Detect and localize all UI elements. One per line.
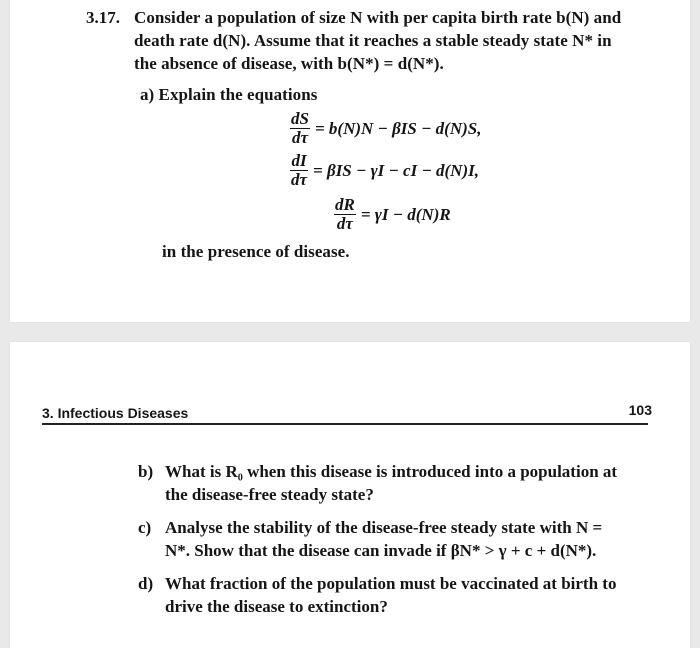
after-equations-text: in the presence of disease. bbox=[162, 242, 350, 261]
page-number: 103 bbox=[628, 402, 652, 418]
question-b-line-2: the disease-free steady state? bbox=[165, 485, 374, 504]
intro-line-1: Consider a population of size N with per capita birth rate b(N) and bbox=[134, 8, 622, 27]
intro-line-3: the absence of disease, with b(N*) = d(N*). bbox=[134, 54, 444, 73]
intro-line-2: death rate d(N). Assume that it reaches a stable steady state N* in bbox=[134, 31, 612, 50]
question-b-line-1: What is R₀ when this disease is introduced into a population at bbox=[165, 462, 618, 481]
question-c-line-1: Analyse the stability of the disease-free steady state with N = bbox=[165, 518, 603, 537]
fraction-di bbox=[290, 152, 308, 189]
question-d-line-2: drive the disease to extinction? bbox=[165, 597, 388, 616]
question-c-label: c) bbox=[138, 518, 152, 537]
fraction-denominator: dτ bbox=[336, 214, 353, 234]
question-d-line-1: What fraction of the population must be vaccinated at birth to bbox=[165, 574, 617, 593]
question-d-label: d) bbox=[138, 574, 154, 593]
section-title: 3. Infectious Diseases bbox=[42, 405, 189, 421]
fraction-numerator: dI bbox=[291, 151, 307, 170]
problem-number: 3.17. bbox=[86, 8, 120, 27]
equation-rhs: = γI − d(N)R bbox=[360, 204, 451, 224]
equation-rhs: = b(N)N − βIS − d(N)S, bbox=[314, 118, 482, 138]
fraction-numerator: dS bbox=[291, 109, 309, 128]
fraction-denominator: dτ bbox=[291, 170, 308, 190]
fraction-denominator: dτ bbox=[291, 128, 308, 148]
fraction-dr bbox=[334, 196, 356, 233]
equation-ds bbox=[290, 110, 481, 147]
equation-dr bbox=[334, 196, 451, 233]
fraction-numerator: dR bbox=[335, 195, 355, 214]
question-c-line-2: N*. Show that the disease can invade if βN* > γ + c + d(N*). bbox=[165, 541, 597, 560]
header-rule bbox=[42, 423, 648, 425]
part-a-label: a) Explain the equations bbox=[140, 85, 318, 104]
equation-di bbox=[290, 152, 479, 189]
fraction-ds bbox=[290, 110, 310, 147]
question-b-label: b) bbox=[138, 462, 154, 481]
equation-rhs: = βIS − γI − cI − d(N)I, bbox=[313, 160, 479, 180]
